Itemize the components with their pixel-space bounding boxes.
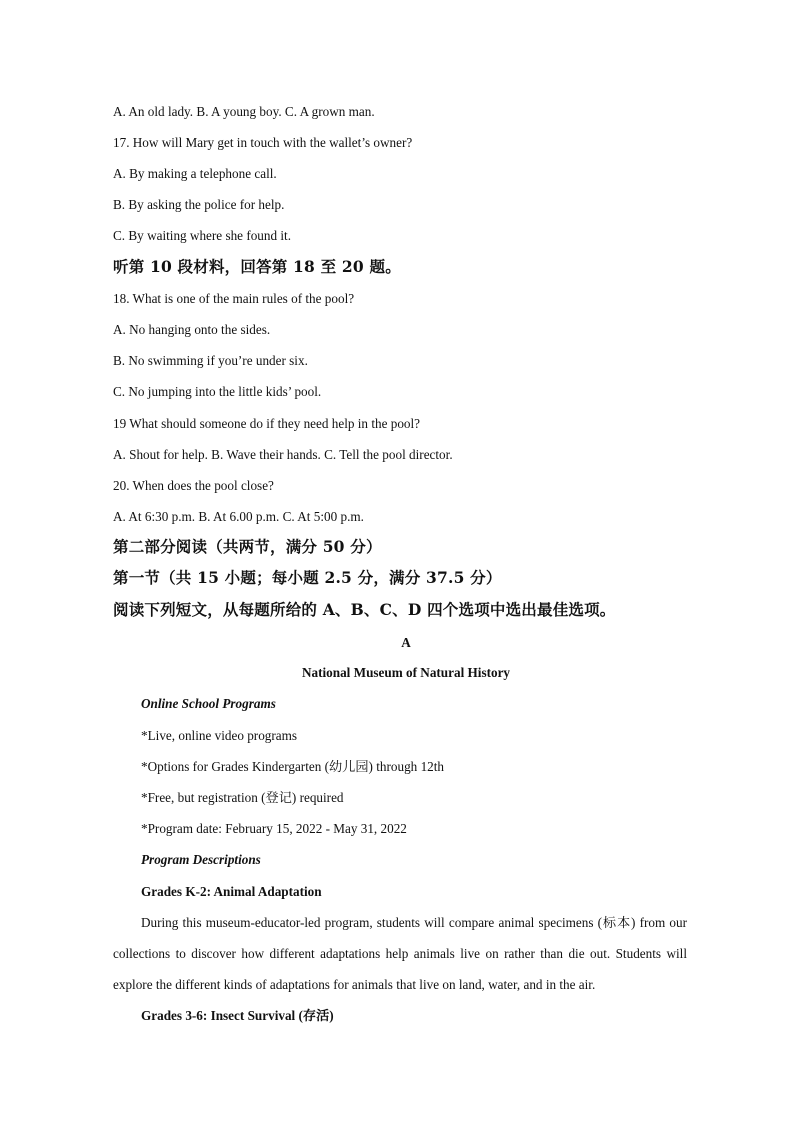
question-19: 19 What should someone do if they need help in the pool? (113, 416, 421, 431)
grade-heading-3-6: Grades 3-6: Insect Survival (存活) (141, 1008, 334, 1023)
option-17b: B. By asking the police for help. (113, 197, 285, 212)
subheading-program-descriptions: Program Descriptions (141, 852, 261, 867)
question-17: 17. How will Mary get in touch with the wallet’s owner? (113, 135, 413, 150)
passage-title: National Museum of Natural History (301, 665, 511, 680)
passage-letter: A (401, 635, 411, 650)
section-heading-material-10: 听第 10 段材料，回答第 18 至 20 题。 (113, 257, 401, 276)
option-line-19: A. Shout for help. B. Wave their hands. C. Tell the pool director. (113, 447, 453, 462)
option-17c: C. By waiting where she found it. (113, 228, 292, 243)
part-two-heading: 第二部分阅读（共两节，满分 50 分） (113, 537, 382, 556)
bullet-live-video: *Live, online video programs (141, 728, 298, 743)
option-18c: C. No jumping into the little kids’ pool. (113, 384, 322, 399)
option-18a: A. No hanging onto the sides. (113, 322, 271, 337)
option-18b: B. No swimming if you’re under six. (113, 353, 308, 368)
reading-instruction: 阅读下列短文，从每题所给的 A、B、C、D 四个选项中选出最佳选项。 (113, 600, 616, 619)
question-20: 20. When does the pool close? (113, 478, 274, 493)
option-line-20: A. At 6:30 p.m. B. At 6.00 p.m. C. At 5:00 p.m. (113, 509, 364, 524)
option-17a: A. By making a telephone call. (113, 166, 277, 181)
option-line-16: A. An old lady. B. A young boy. C. A grown man. (113, 104, 375, 119)
subheading-online-programs: Online School Programs (141, 696, 276, 711)
bullet-registration: *Free, but registration (登记) required (141, 790, 344, 805)
section-one-heading: 第一节（共 15 小题；每小题 2.5 分，满分 37.5 分） (113, 568, 502, 587)
paragraph-animal-adaptation: During this museum-educator-led program, students will compare animal specimens (标本) from our collections to discover how different adaptations help animals live on rather than die out. Students will explore the different kinds of adaptations for animals that live on land, water, and in the air. (113, 915, 687, 992)
grade-heading-k2: Grades K-2: Animal Adaptation (141, 884, 322, 899)
question-18: 18. What is one of the main rules of the pool? (113, 291, 355, 306)
bullet-grade-options: *Options for Grades Kindergarten (幼儿园) through 12th (141, 759, 445, 774)
bullet-program-date: *Program date: February 15, 2022 - May 31, 2022 (141, 821, 407, 836)
